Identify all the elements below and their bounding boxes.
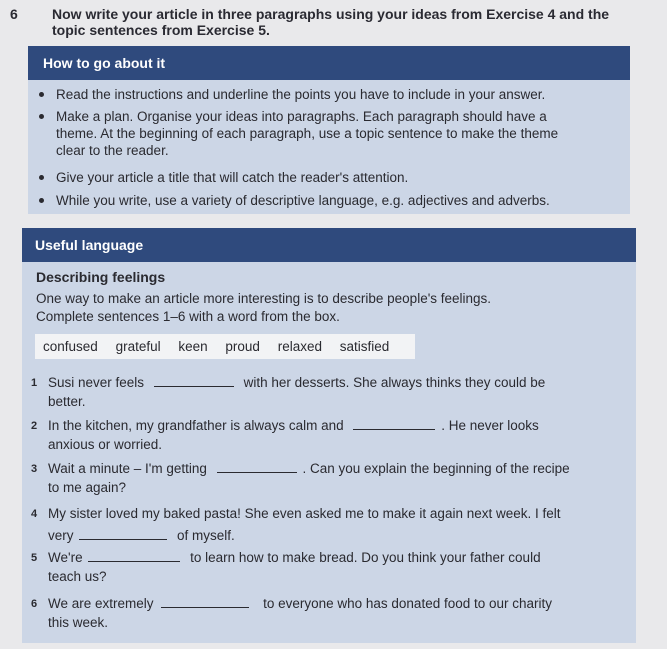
sentence-line-1: My sister loved my baked pasta! She even asked me to make it again next week. I felt — [48, 506, 561, 521]
word-option: confused — [43, 339, 98, 354]
task-line-1: Now write your article in three paragraphs using your ideas from Exercise 4 and the — [52, 6, 610, 22]
answer-blank[interactable] — [154, 374, 234, 387]
sentence-text-after: to learn how to make bread. Do you think your father could — [190, 550, 541, 565]
exercise-intro — [36, 290, 626, 326]
answer-blank[interactable] — [353, 417, 435, 430]
sentence-text — [48, 548, 628, 586]
sentence-number: 2 — [31, 420, 38, 432]
sentence-line-2: anxious or worried. — [48, 437, 163, 452]
sentence-text-before: Susi never feels — [48, 375, 145, 390]
useful-language-box — [22, 228, 636, 643]
sentence-text-before: In the kitchen, my grandfather is always calm and — [48, 418, 344, 433]
how-to-bullet-1 — [56, 86, 616, 103]
how-to-bullet-3 — [56, 169, 616, 186]
task-line-2: topic sentences from Exercise 5. — [52, 22, 270, 38]
sentence-number: 6 — [31, 598, 38, 610]
intro-line-2: Complete sentences 1–6 with a word from the box. — [36, 309, 340, 324]
word-option: satisfied — [339, 339, 390, 354]
sentence-line-2: to me again? — [48, 480, 127, 495]
useful-language-title: Useful language — [35, 237, 144, 253]
bullet-line: Read the instructions and underline the points you have to include in your answer. — [56, 87, 546, 102]
task-text — [52, 6, 622, 38]
sentence-text-after: . He never looks — [441, 418, 539, 433]
answer-blank[interactable] — [88, 549, 180, 562]
bullet-icon — [39, 198, 44, 203]
word-option: proud — [225, 339, 260, 354]
intro-line-1: One way to make an article more interesting is to describe people's feelings. — [36, 291, 492, 306]
sentence-text — [48, 459, 628, 497]
sentence-text-before: Wait a minute – I'm getting — [48, 461, 207, 476]
bullet-line: Make a plan. Organise your ideas into paragraphs. Each paragraph should have a — [56, 109, 547, 124]
sentence-text-after: . Can you explain the beginning of the recipe — [302, 461, 570, 476]
bullet-line: Give your article a title that will catch the reader's attention. — [56, 170, 409, 185]
answer-blank[interactable] — [217, 460, 297, 473]
how-to-title: How to go about it — [43, 55, 166, 71]
sentence-number: 4 — [31, 508, 38, 520]
sentence-text — [48, 373, 628, 411]
word-list — [43, 339, 403, 354]
sentence-text-before: very — [48, 528, 74, 543]
sentence-number: 3 — [31, 463, 38, 475]
sentence-line-2: teach us? — [48, 569, 107, 584]
sentence-number: 5 — [31, 552, 38, 564]
sentence-line-2: better. — [48, 394, 86, 409]
how-to-bullet-4 — [56, 192, 616, 209]
bullet-icon — [39, 114, 44, 119]
sentence-text-before: We are extremely — [48, 596, 154, 611]
word-option: keen — [178, 339, 208, 354]
useful-language-header — [22, 228, 636, 262]
word-box — [35, 334, 415, 359]
how-to-header — [28, 46, 630, 80]
task-number: 6 — [10, 6, 18, 22]
word-option: grateful — [115, 339, 161, 354]
sentence-text — [48, 504, 628, 545]
word-option: relaxed — [277, 339, 322, 354]
bullet-line: theme. At the beginning of each paragraph, use a topic sentence to make the theme — [56, 126, 559, 141]
bullet-icon — [39, 175, 44, 180]
sentence-text — [48, 416, 628, 454]
how-to-bullet-2 — [56, 108, 616, 159]
sentence-line-2: this week. — [48, 615, 109, 630]
answer-blank[interactable] — [161, 595, 249, 608]
sentence-text-before: We're — [48, 550, 83, 565]
answer-blank[interactable] — [79, 527, 167, 540]
section-subheading: Describing feelings — [36, 269, 166, 285]
sentence-text-after: to everyone who has donated food to our charity — [263, 596, 553, 611]
sentence-number: 1 — [31, 377, 38, 389]
bullet-line: While you write, use a variety of descriptive language, e.g. adjectives and adverbs. — [56, 193, 550, 208]
sentence-text-after: of myself. — [177, 528, 235, 543]
bullet-icon — [39, 92, 44, 97]
sentence-text-after: with her desserts. She always thinks they could be — [243, 375, 546, 390]
sentence-text — [48, 594, 628, 632]
bullet-line: clear to the reader. — [56, 143, 169, 158]
how-to-box — [28, 46, 630, 214]
